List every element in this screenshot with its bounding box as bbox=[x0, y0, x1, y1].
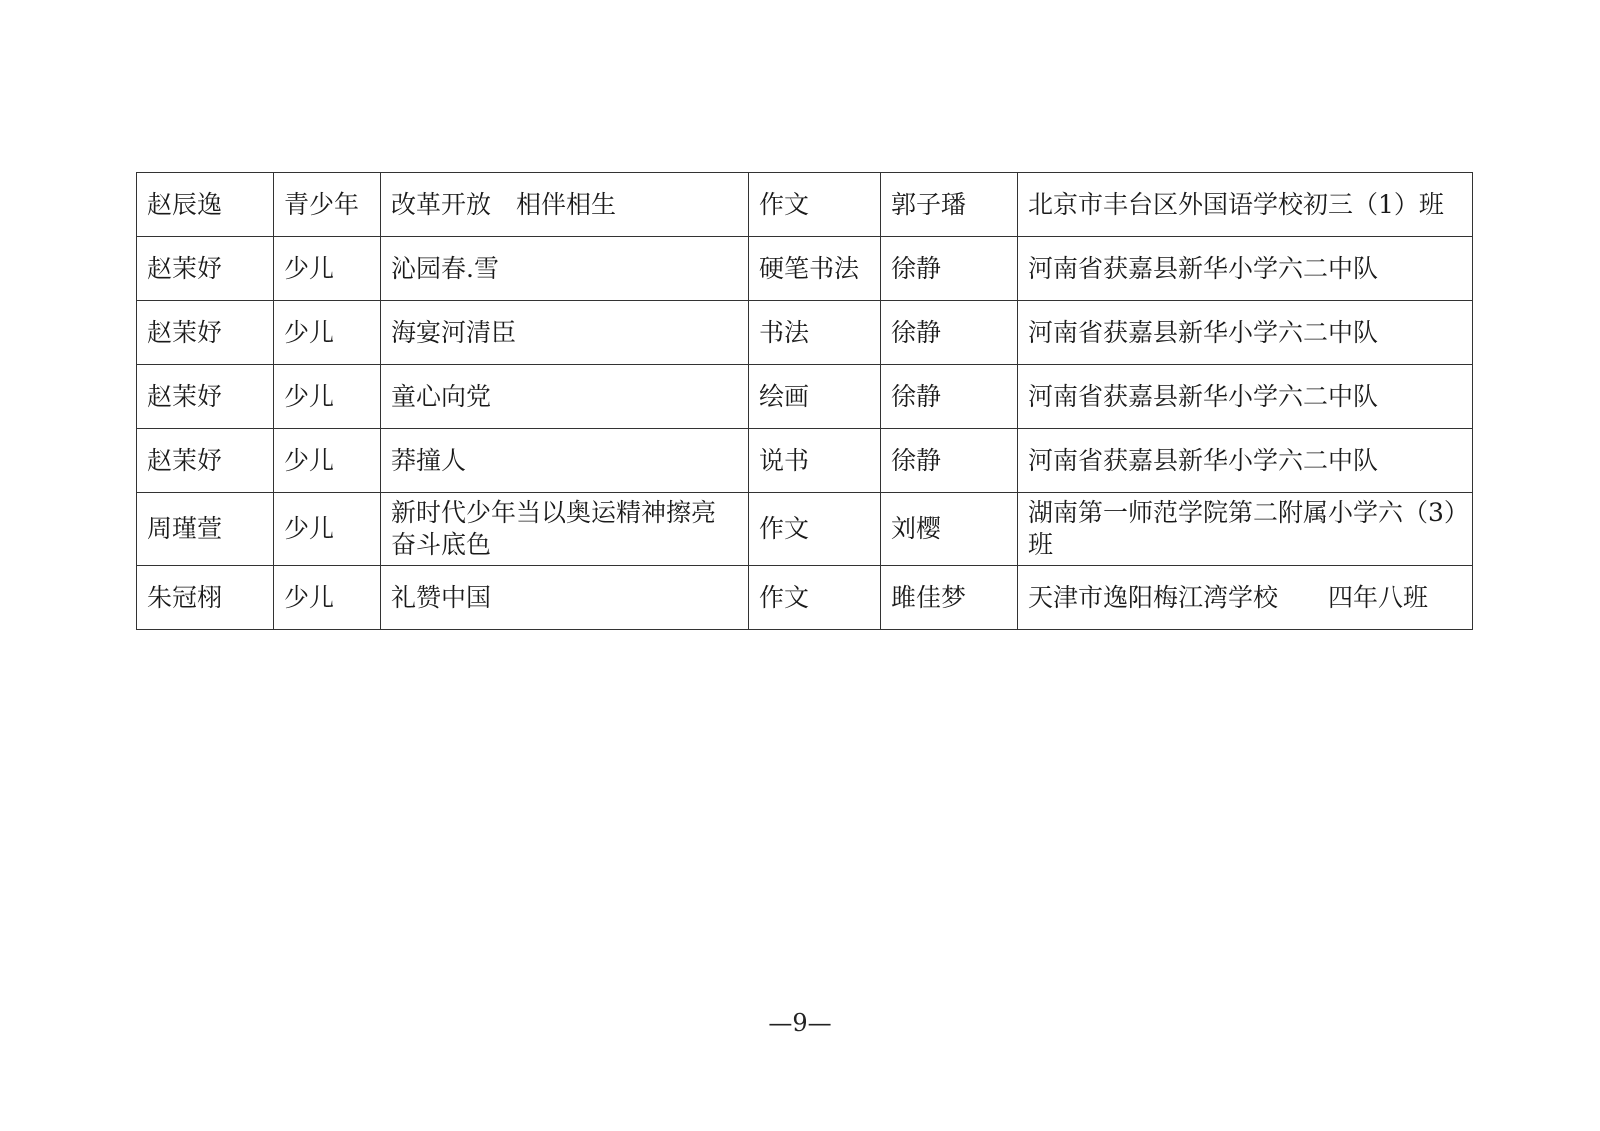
age-group-cell: 少儿 bbox=[274, 365, 381, 429]
table-row bbox=[137, 493, 1473, 566]
table-row bbox=[137, 365, 1473, 429]
work-title-cell: 沁园春.雪 bbox=[381, 237, 749, 301]
table-row bbox=[137, 237, 1473, 301]
work-title-cell: 童心向党 bbox=[381, 365, 749, 429]
age-group-cell: 少儿 bbox=[274, 566, 381, 630]
award-table bbox=[136, 172, 1473, 630]
category-cell: 书法 bbox=[749, 301, 881, 365]
age-group-cell: 少儿 bbox=[274, 429, 381, 493]
table-row bbox=[137, 429, 1473, 493]
school-cell: 河南省获嘉县新华小学六二中队 bbox=[1018, 237, 1473, 301]
category-cell: 绘画 bbox=[749, 365, 881, 429]
work-title-cell: 礼赞中国 bbox=[381, 566, 749, 630]
category-cell: 作文 bbox=[749, 173, 881, 237]
school-cell: 河南省获嘉县新华小学六二中队 bbox=[1018, 429, 1473, 493]
work-title-cell: 新时代少年当以奥运精神擦亮奋斗底色 bbox=[381, 493, 749, 566]
teacher-cell: 徐静 bbox=[881, 237, 1018, 301]
table-row bbox=[137, 301, 1473, 365]
age-group-cell: 青少年 bbox=[274, 173, 381, 237]
student-name-cell: 赵茉妤 bbox=[137, 429, 274, 493]
teacher-cell: 徐静 bbox=[881, 365, 1018, 429]
student-name-cell: 赵茉妤 bbox=[137, 237, 274, 301]
category-cell: 硬笔书法 bbox=[749, 237, 881, 301]
student-name-cell: 朱冠栩 bbox=[137, 566, 274, 630]
teacher-cell: 徐静 bbox=[881, 301, 1018, 365]
age-group-cell: 少儿 bbox=[274, 237, 381, 301]
work-title-cell: 改革开放 相伴相生 bbox=[381, 173, 749, 237]
table-row bbox=[137, 566, 1473, 630]
student-name-cell: 周瑾萱 bbox=[137, 493, 274, 566]
teacher-cell: 刘樱 bbox=[881, 493, 1018, 566]
category-cell: 说书 bbox=[749, 429, 881, 493]
student-name-cell: 赵茉妤 bbox=[137, 365, 274, 429]
school-cell: 河南省获嘉县新华小学六二中队 bbox=[1018, 301, 1473, 365]
student-name-cell: 赵茉妤 bbox=[137, 301, 274, 365]
age-group-cell: 少儿 bbox=[274, 493, 381, 566]
work-title-cell: 海宴河清臣 bbox=[381, 301, 749, 365]
school-cell: 河南省获嘉县新华小学六二中队 bbox=[1018, 365, 1473, 429]
category-cell: 作文 bbox=[749, 493, 881, 566]
page-number: —9— bbox=[768, 1009, 832, 1037]
work-title-cell: 莽撞人 bbox=[381, 429, 749, 493]
teacher-cell: 雎佳梦 bbox=[881, 566, 1018, 630]
school-cell: 北京市丰台区外国语学校初三（1）班 bbox=[1018, 173, 1473, 237]
teacher-cell: 郭子璠 bbox=[881, 173, 1018, 237]
teacher-cell: 徐静 bbox=[881, 429, 1018, 493]
table-row bbox=[137, 173, 1473, 237]
age-group-cell: 少儿 bbox=[274, 301, 381, 365]
school-cell: 天津市逸阳梅江湾学校 四年八班 bbox=[1018, 566, 1473, 630]
category-cell: 作文 bbox=[749, 566, 881, 630]
school-cell: 湖南第一师范学院第二附属小学六（3）班 bbox=[1018, 493, 1473, 566]
student-name-cell: 赵辰逸 bbox=[137, 173, 274, 237]
